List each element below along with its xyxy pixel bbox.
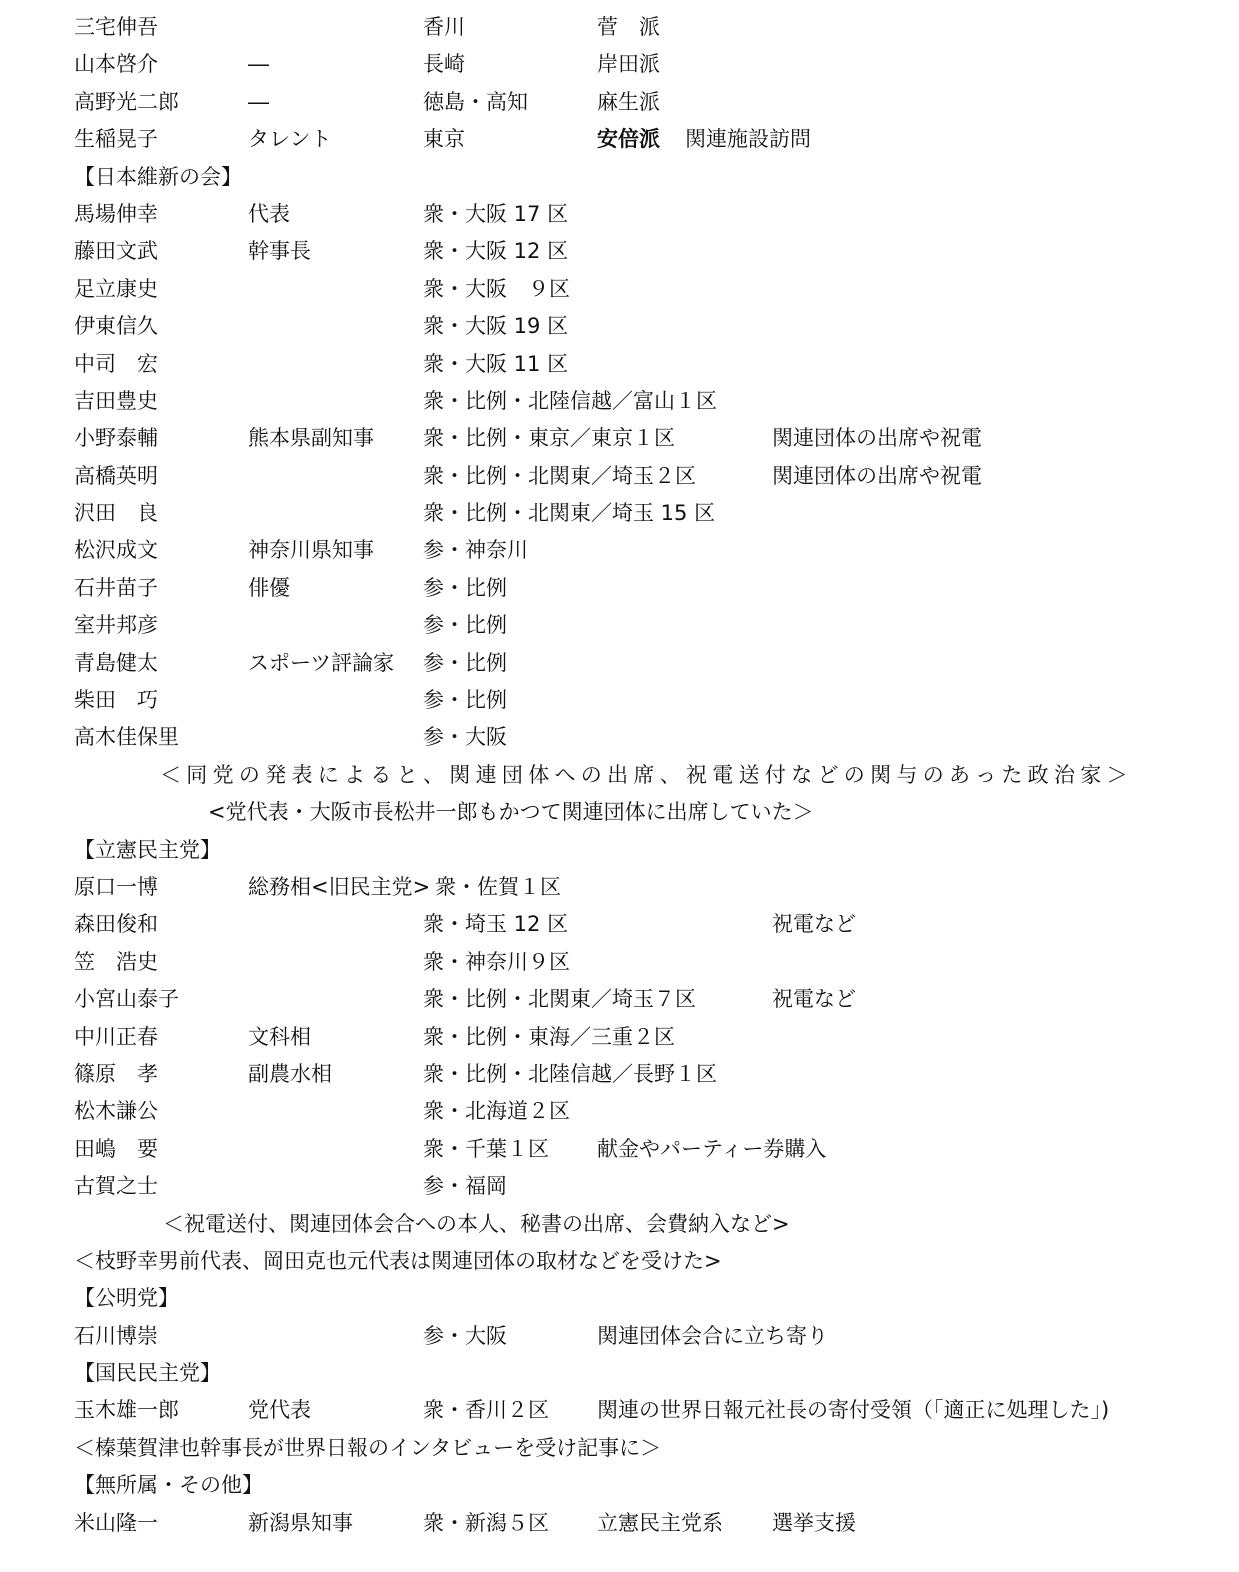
- ldp-row: [0, 46, 1239, 83]
- document: [0, 9, 1239, 1542]
- politician-name: 吉田豊史: [74, 388, 158, 413]
- politician-name: 玉木雄一郎: [74, 1398, 179, 1423]
- member-row: [0, 458, 1239, 495]
- role: ―: [248, 89, 269, 114]
- member-row: [0, 1131, 1239, 1168]
- district: 衆・大阪 12 区: [423, 239, 569, 264]
- district: 参・比例: [423, 613, 507, 638]
- district: 衆・比例・北陸信越／富山１区: [423, 388, 717, 413]
- note-text: ＜同党の発表によると、関連団体への出席、祝電送付などの関与のあった政治家＞: [160, 762, 1133, 787]
- district: 衆・大阪 17 区: [423, 201, 569, 226]
- politician-name: 原口一博: [74, 874, 158, 899]
- member-row: [0, 420, 1239, 457]
- politician-name: 沢田 良: [74, 501, 158, 526]
- politician-name: 三宅伸吾: [74, 15, 158, 39]
- note: 祝電など: [772, 987, 856, 1012]
- district: 衆・神奈川９区: [423, 949, 570, 974]
- independent-row: [0, 1505, 1239, 1542]
- district: 衆・比例・東海／三重２区: [423, 1024, 675, 1049]
- cdp-members: [0, 906, 1239, 1205]
- party-header-ishin: [0, 159, 1239, 196]
- district: 衆・比例・北陸信越／長野１区: [423, 1061, 717, 1086]
- member-row: [0, 308, 1239, 345]
- member-row: [0, 981, 1239, 1018]
- politician-name: 馬場伸幸: [74, 201, 158, 226]
- party-header-independent: [0, 1467, 1239, 1504]
- member-row: [0, 906, 1239, 943]
- district: 衆・大阪 11 区: [423, 351, 569, 376]
- politician-name: 森田俊和: [74, 912, 158, 937]
- district: 衆・比例・東京／東京１区: [423, 426, 675, 451]
- politician-name: 足立康史: [74, 276, 158, 301]
- politician-name: 松木謙公: [74, 1099, 158, 1124]
- role: 総務相<旧民主党>: [248, 874, 431, 899]
- politician-name: 柴田 巧: [74, 688, 158, 713]
- role: 俳優: [248, 575, 290, 600]
- member-row: [0, 1019, 1239, 1056]
- politician-name: 青島健太: [74, 650, 158, 675]
- district: 衆・新潟５区: [423, 1510, 549, 1535]
- extra: 関連の世界日報元社長の寄付受領（「適正に処理した」): [597, 1398, 1110, 1423]
- politician-name: 石井苗子: [74, 575, 158, 600]
- district: 参・神奈川: [423, 538, 528, 563]
- politician-name: 生稲晃子: [74, 127, 158, 152]
- note: 選挙支援: [772, 1510, 856, 1535]
- member-row: [0, 196, 1239, 233]
- district: 参・福岡: [423, 1174, 507, 1199]
- komeito-row: [0, 1318, 1239, 1355]
- party-note: [0, 1430, 1239, 1467]
- politician-name: 篠原 孝: [74, 1061, 158, 1086]
- member-row: [0, 495, 1239, 532]
- politician-name: 中司 宏: [74, 351, 158, 376]
- politician-name: 高野光二郎: [74, 89, 179, 114]
- role: 新潟県知事: [248, 1510, 353, 1535]
- extra: 立憲民主党系: [597, 1510, 723, 1535]
- politician-name: 高木佳保里: [74, 725, 179, 750]
- cdp-row: [0, 869, 1239, 906]
- ldp-row: [0, 121, 1239, 158]
- party-note: [0, 794, 1239, 831]
- politician-name: 田嶋 要: [74, 1136, 158, 1161]
- role: 文科相: [248, 1024, 311, 1049]
- party-header: 【立憲民主党】: [74, 837, 221, 862]
- party-header: 【日本維新の会】: [74, 164, 242, 189]
- party-header: 【公明党】: [74, 1286, 179, 1311]
- faction: 菅 派: [597, 15, 660, 39]
- faction: 麻生派: [597, 89, 660, 114]
- district: 長崎: [423, 52, 465, 77]
- note-text: ＜祝電送付、関連団体会合への本人、秘書の出席、会費納入など>: [163, 1211, 790, 1236]
- role: 党代表: [248, 1398, 311, 1423]
- politician-name: 山本啓介: [74, 52, 158, 77]
- district: 参・大阪: [423, 725, 507, 750]
- member-row: [0, 570, 1239, 607]
- politician-name: 笠 浩史: [74, 949, 158, 974]
- district: 衆・埼玉 12 区: [423, 912, 569, 937]
- extra: 献金やパーティー券購入: [597, 1136, 827, 1161]
- note: 関連施設訪問: [685, 127, 811, 152]
- district: 参・比例: [423, 575, 507, 600]
- politician-name: 古賀之士: [74, 1174, 158, 1199]
- role: 幹事長: [248, 239, 311, 264]
- member-row: [0, 532, 1239, 569]
- role: スポーツ評論家: [248, 650, 395, 675]
- politician-name: 高橋英明: [74, 463, 158, 488]
- role: 代表: [248, 201, 290, 226]
- role: 熊本県副知事: [248, 426, 374, 451]
- district: 参・大阪: [423, 1323, 507, 1348]
- district: 衆・千葉１区: [423, 1136, 549, 1161]
- politician-name: 米山隆一: [74, 1510, 158, 1535]
- ishin-members: [0, 196, 1239, 757]
- district: 東京: [423, 127, 465, 152]
- note-text: <党代表・大阪市長松井一郎もかつて関連団体に出席していた＞: [208, 800, 814, 825]
- party-note: [0, 1243, 1239, 1280]
- ldp-row: [0, 84, 1239, 121]
- role: ―: [248, 52, 269, 77]
- member-row: [0, 233, 1239, 270]
- politician-name: 伊東信久: [74, 314, 158, 339]
- politician-name: 小野泰輔: [74, 426, 158, 451]
- note: 関連団体の出席や祝電: [772, 426, 982, 451]
- politician-name: 中川正春: [74, 1024, 158, 1049]
- faction: 安倍派: [597, 127, 660, 152]
- district: 衆・佐賀１区: [435, 874, 561, 899]
- district: 香川: [423, 15, 465, 39]
- district: 参・比例: [423, 688, 507, 713]
- note: 祝電など: [772, 912, 856, 937]
- district: 徳島・高知: [423, 89, 528, 114]
- member-row: [0, 719, 1239, 756]
- district: 衆・比例・北関東／埼玉７区: [423, 987, 696, 1012]
- district: 衆・比例・北関東／埼玉２区: [423, 463, 696, 488]
- member-row: [0, 1056, 1239, 1093]
- note-text: ＜榛葉賀津也幹事長が世界日報のインタビューを受け記事に＞: [74, 1435, 662, 1460]
- extra: 関連団体会合に立ち寄り: [597, 1323, 828, 1348]
- member-row: [0, 383, 1239, 420]
- role: 副農水相: [248, 1061, 332, 1086]
- politician-name: 石川博崇: [74, 1323, 158, 1348]
- role: 神奈川県知事: [248, 538, 374, 563]
- district: 衆・香川２区: [423, 1398, 549, 1423]
- member-row: [0, 1093, 1239, 1130]
- member-row: [0, 346, 1239, 383]
- party-header-komeito: [0, 1280, 1239, 1317]
- district: 衆・大阪 19 区: [423, 314, 569, 339]
- district: 衆・北海道２区: [423, 1099, 570, 1124]
- politician-name: 松沢成文: [74, 538, 158, 563]
- party-note: [0, 1206, 1239, 1243]
- politician-name: 室井邦彦: [74, 613, 158, 638]
- party-header-dpfp: [0, 1355, 1239, 1392]
- faction: 岸田派: [597, 52, 660, 77]
- district: 衆・比例・北関東／埼玉 15 区: [423, 501, 716, 526]
- district: 参・比例: [423, 650, 507, 675]
- member-row: [0, 682, 1239, 719]
- dpfp-row: [0, 1392, 1239, 1429]
- role: タレント: [248, 127, 332, 152]
- member-row: [0, 1168, 1239, 1205]
- note: 関連団体の出席や祝電: [772, 463, 982, 488]
- member-row: [0, 607, 1239, 644]
- party-header: 【無所属・その他】: [74, 1473, 263, 1498]
- note-text: ＜枝野幸男前代表、岡田克也元代表は関連団体の取材などを受けた>: [74, 1248, 722, 1273]
- politician-name: 藤田文武: [74, 239, 158, 264]
- district: 衆・大阪 ９区: [423, 276, 570, 301]
- party-note: [0, 757, 1239, 794]
- member-row: [0, 944, 1239, 981]
- party-header: 【国民民主党】: [74, 1361, 221, 1386]
- ldp-row: [0, 9, 1239, 46]
- party-header-cdp: [0, 832, 1239, 869]
- member-row: [0, 271, 1239, 308]
- member-row: [0, 645, 1239, 682]
- politician-name: 小宮山泰子: [74, 987, 179, 1012]
